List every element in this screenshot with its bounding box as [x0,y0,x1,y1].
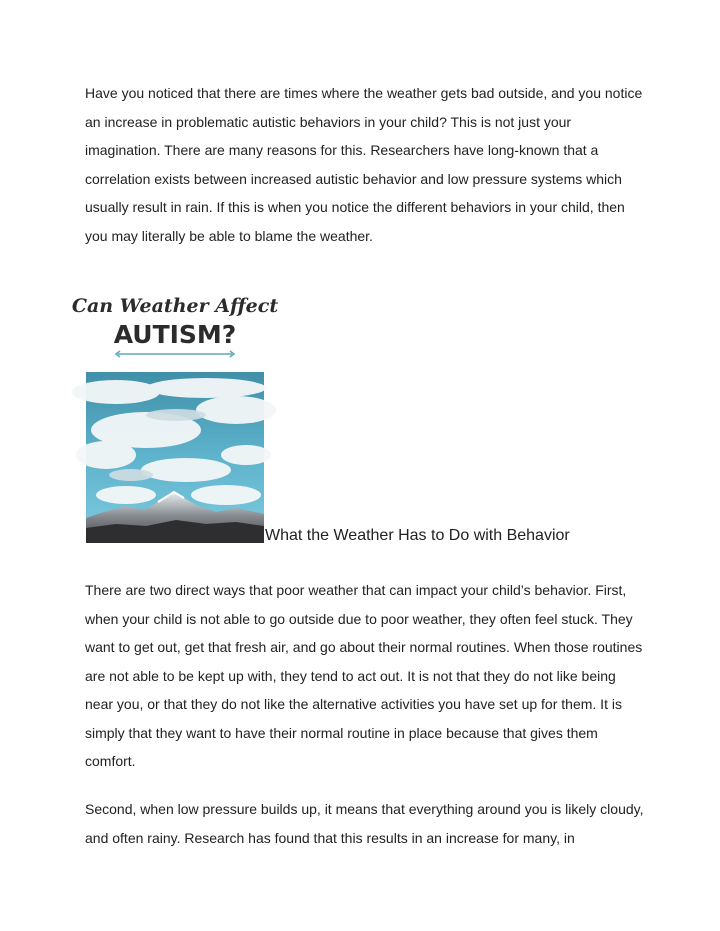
figure-title-line1: Can Weather Affect [71,295,279,317]
section-heading: What the Weather Has to Do with Behavior [265,527,570,544]
body-paragraph-1: There are two direct ways that poor weather that can impact your child’s behavior. First, when your child is not able to go outside due to poor weather, they often feel stuck. They want to get out, get that fresh air, and go about their normal routines. When those routines are not able to be kept up with, they tend to act out. It is not that they do not like being near you, or that they do not like the alternative activities you have set up for them. It is simply that they want to have their normal routine in place because that gives them comfort. [85,582,643,769]
figure-title-line2: AUTISM? [113,320,237,349]
intro-paragraph: Have you noticed that there are times where the weather gets bad outside, and you notice an increase in problematic autistic behaviors in your child? This is not just your imagination. There are many reasons for this. Researchers have long-known that a correlation exists between increased autistic behavior and low pressure systems which usually result in rain. If this is when you notice the different behaviors in your child, then you may literally be able to blame the weather. [85,85,643,244]
body-paragraph-2: Second, when low pressure builds up, it means that everything around you is likely cloudy, and often rainy. Research has found that this results in an increase for many, in [85,801,644,846]
weather-autism-image [71,280,279,543]
